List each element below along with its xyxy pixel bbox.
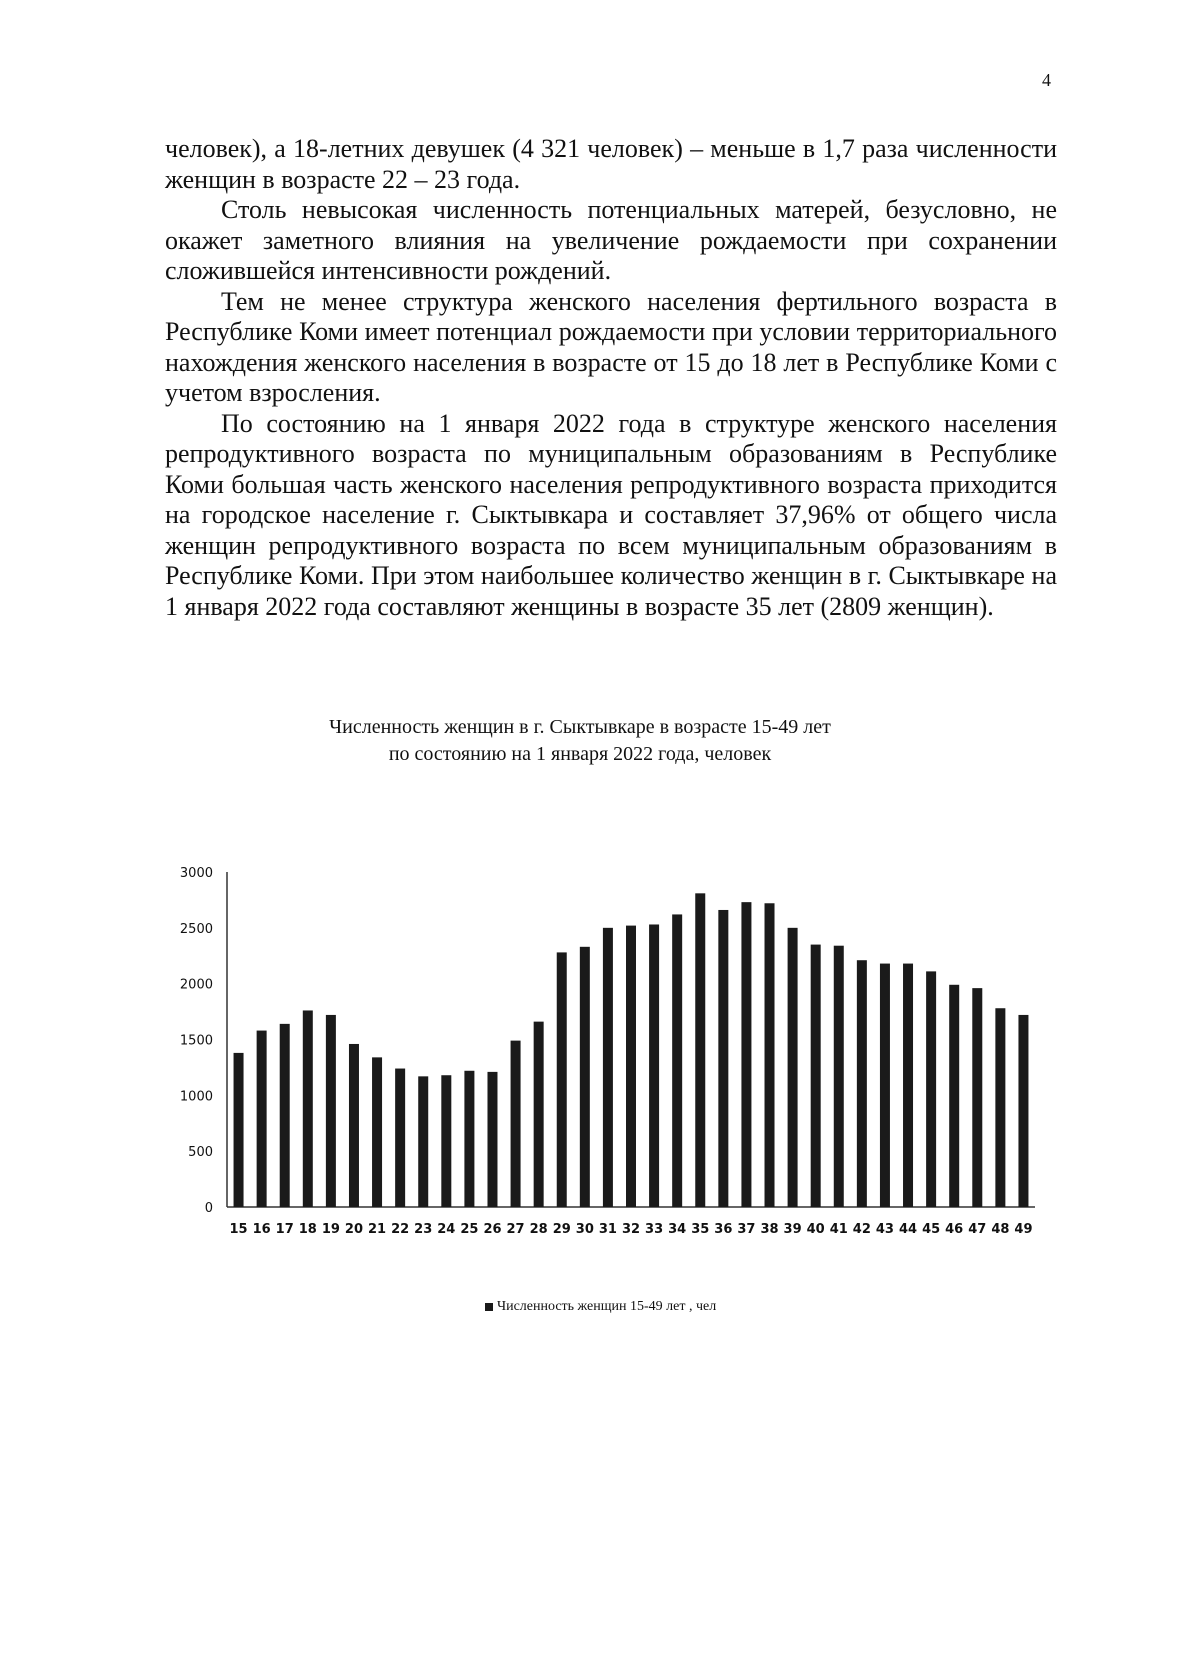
bar	[626, 926, 636, 1207]
x-tick-label: 32	[621, 1222, 641, 1237]
x-tick-label: 48	[991, 1222, 1010, 1237]
x-tick-label: 20	[344, 1222, 364, 1237]
bar	[487, 1072, 497, 1207]
bar	[995, 1008, 1005, 1207]
bar	[834, 946, 844, 1207]
x-tick-label: 36	[714, 1222, 733, 1237]
bar	[395, 1069, 405, 1207]
x-tick-label: 15	[229, 1222, 248, 1237]
x-tick-label: 44	[898, 1222, 918, 1237]
bar	[972, 988, 982, 1207]
bar	[372, 1057, 382, 1207]
x-tick-label: 46	[945, 1222, 964, 1237]
x-tick-label: 28	[529, 1222, 548, 1237]
bar	[672, 914, 682, 1207]
x-tick-label: 27	[506, 1222, 525, 1237]
x-tick-label: 24	[437, 1222, 456, 1237]
x-tick-label: 26	[483, 1222, 502, 1237]
bar	[857, 960, 867, 1207]
bar	[234, 1053, 244, 1207]
bar	[418, 1076, 428, 1207]
x-tick-label: 40	[806, 1222, 825, 1237]
y-tick-label: 1000	[179, 1089, 213, 1105]
x-tick-label: 42	[852, 1222, 871, 1237]
x-tick-label: 33	[645, 1222, 664, 1237]
x-tick-label: 30	[575, 1222, 594, 1237]
legend-label: Численность женщин 15-49 лет , чел	[497, 1299, 717, 1314]
chart-title-line-2: по состоянию на 1 января 2022 года, человек	[388, 743, 772, 765]
legend-swatch	[485, 1303, 493, 1311]
y-tick-label: 2500	[179, 921, 213, 937]
paragraph: По состоянию на 1 января 2022 года в структуре женского населения репродуктивного возраста по муниципальным образованиям в Республике Коми большая часть женского населения репродуктивного возраста приходится на городское население г. Сыктывкара и составляет 37,96% от общего числа женщин репродуктивного возраста по всем муниципальным образованиям в Республике Коми. При этом наибольшее количество женщин в г. Сыктывкаре на 1 января 2022 года составляют женщины в возрасте 35 лет (2809 женщин).	[165, 408, 1057, 621]
bar	[1018, 1015, 1028, 1207]
bar	[534, 1022, 544, 1207]
bar	[303, 1010, 313, 1207]
x-tick-label: 38	[760, 1222, 779, 1237]
x-tick-label: 17	[275, 1222, 294, 1237]
bar	[280, 1024, 290, 1207]
page-number: 4	[1042, 70, 1051, 90]
y-tick-label: 500	[188, 1145, 213, 1161]
bar	[765, 903, 775, 1207]
paragraph: Тем не менее структура женского населения фертильного возраста в Республике Коми имеет потенциал рождаемости при условии территориального нахождения женского населения в возрасте от 15 до 18 лет в Республике Коми с учетом взросления.	[165, 286, 1057, 407]
y-tick-label: 2000	[179, 977, 213, 993]
x-tick-label: 35	[691, 1222, 710, 1237]
bar	[557, 952, 567, 1207]
x-tick-label: 29	[552, 1222, 571, 1237]
bar	[903, 964, 913, 1207]
y-tick-label: 1500	[179, 1033, 213, 1049]
bar	[603, 928, 613, 1207]
x-tick-label: 41	[829, 1222, 848, 1237]
x-tick-label: 45	[922, 1222, 941, 1237]
body-text	[165, 134, 1057, 622]
x-tick-label: 47	[968, 1222, 987, 1237]
bar	[926, 971, 936, 1207]
bar	[811, 945, 821, 1207]
x-tick-label: 18	[298, 1222, 317, 1237]
bar-chart	[160, 850, 1060, 1250]
bar	[349, 1044, 359, 1207]
x-tick-label: 37	[737, 1222, 756, 1237]
y-tick-label: 0	[204, 1201, 213, 1216]
x-tick-label: 21	[368, 1222, 387, 1237]
x-tick-label: 49	[1014, 1222, 1033, 1237]
x-tick-label: 31	[598, 1222, 617, 1237]
x-tick-label: 16	[252, 1222, 271, 1237]
x-tick-label: 43	[875, 1222, 894, 1237]
bar	[718, 910, 728, 1207]
bar	[695, 893, 705, 1207]
y-tick-label: 3000	[179, 866, 213, 881]
bar	[441, 1075, 451, 1207]
chart-title-line-1: Численность женщин в г. Сыктывкаре в возрасте 15-49 лет	[329, 716, 831, 738]
x-tick-label: 34	[668, 1222, 687, 1237]
bar	[511, 1041, 521, 1207]
bar	[649, 924, 659, 1207]
x-tick-label: 23	[414, 1222, 433, 1237]
chart-title	[300, 714, 860, 768]
bar	[326, 1015, 336, 1207]
chart-legend	[485, 1299, 716, 1315]
bar	[788, 928, 798, 1207]
bar	[257, 1031, 267, 1207]
bar	[580, 947, 590, 1207]
bar	[464, 1071, 474, 1207]
paragraph: человек), а 18-летних девушек (4 321 человек) – меньше в 1,7 раза численности женщин в возрасте 22 – 23 года.	[165, 134, 1057, 194]
bar	[949, 985, 959, 1207]
paragraph: Столь невысокая численность потенциальных матерей, безусловно, не окажет заметного влияния на увеличение рождаемости при сохранении сложившейся интенсивности рождений.	[165, 195, 1057, 285]
x-tick-label: 39	[783, 1222, 802, 1237]
x-tick-label: 19	[321, 1222, 340, 1237]
bar	[880, 964, 890, 1207]
bar	[741, 902, 751, 1207]
x-tick-label: 25	[460, 1222, 479, 1237]
x-tick-label: 22	[391, 1222, 410, 1237]
